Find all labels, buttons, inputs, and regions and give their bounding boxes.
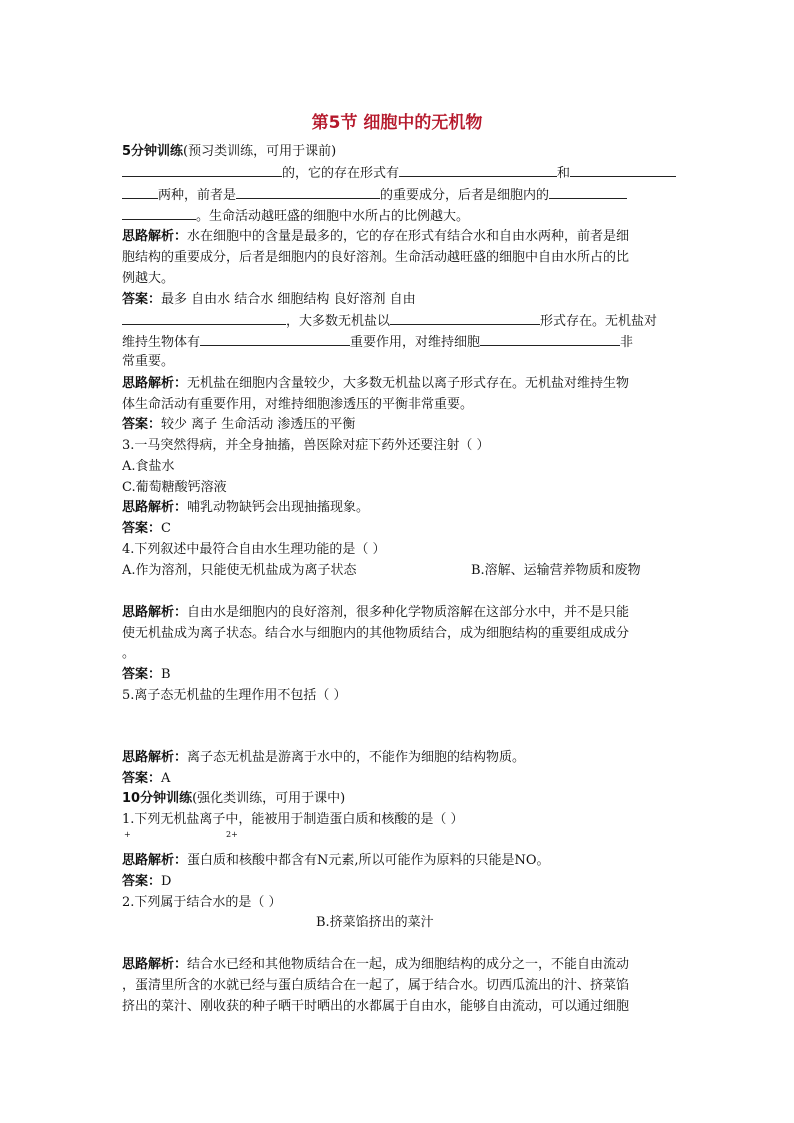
analysis-line	[122, 748, 525, 768]
analysis-text: 哺乳动物缺钙会出现抽搐现象。	[187, 500, 370, 515]
ion-charge-mark: 2+	[226, 830, 238, 839]
section-heading-note: (预习类训练，可用于课前)	[183, 144, 337, 159]
fill-blank	[122, 206, 196, 220]
answer-line	[122, 519, 171, 539]
fill-blank	[122, 311, 286, 325]
option-a: A.食盐水	[122, 459, 175, 474]
analysis-text: 蛋白质和核酸中都含有N元素,所以可能作为原料的只能是NO。	[187, 853, 550, 868]
question-line	[122, 185, 627, 206]
analysis-line	[122, 498, 369, 518]
analysis-line: 。	[122, 646, 136, 661]
answer-line	[122, 769, 170, 789]
ion-charge-mark: +	[124, 830, 131, 839]
question-text: 维持生物体有	[122, 335, 201, 350]
analysis-line: 使无机盐成为离子状态。结合水与细胞内的其他物质结合，成为细胞结构的重要组成成分	[122, 626, 630, 641]
analysis-label: 思路解析：	[122, 605, 188, 620]
analysis-line: 挤出的菜汁、刚收获的种子晒干时晒出的水都属于自由水，能够自由流动，可以通过细胞	[122, 999, 630, 1014]
analysis-line	[122, 955, 629, 975]
fill-blank	[480, 332, 620, 346]
answer-line	[122, 290, 416, 310]
fill-blank	[549, 185, 627, 199]
question-text: 两种，前者是	[158, 188, 237, 203]
section-heading-5min	[122, 142, 336, 162]
section-heading-10min	[122, 789, 345, 809]
section-heading-note: (强化类训练，可用于课中)	[192, 791, 346, 806]
question-line	[122, 311, 657, 332]
option-a: A.作为溶剂，只能使无机盐成为离子状态	[122, 563, 357, 578]
answer-text: 较少 离子 生命活动 渗透压的平衡	[161, 417, 356, 432]
analysis-line	[122, 227, 629, 247]
answer-line	[122, 415, 355, 435]
fill-blank	[399, 163, 557, 177]
analysis-text: 结合水已经和其他物质结合在一起，成为细胞结构的成分之一，不能自由流动	[187, 957, 630, 972]
answer-text: D	[161, 874, 172, 889]
analysis-line: 体生命活动有重要作用，对维持细胞渗透压的平衡非常重要。	[122, 397, 474, 412]
question-line: 1.下列无机盐离子中，能被用于制造蛋白质和核酸的是（ ）	[122, 812, 464, 827]
analysis-label: 思路解析：	[122, 376, 188, 391]
fill-blank	[570, 163, 676, 177]
analysis-text: 水在细胞中的含量是最多的，它的存在形式有结合水和自由水两种，前者是细	[187, 229, 630, 244]
answer-text: 最多 自由水 结合水 细胞结构 良好溶剂 自由	[161, 292, 416, 307]
analysis-line: 例越大。	[122, 271, 175, 286]
question-line: 3.一马突然得病，并全身抽搐，兽医除对症下药外还要注射（ ）	[122, 438, 490, 453]
fill-blank	[390, 311, 540, 325]
option-c: C.葡萄糖酸钙溶液	[122, 480, 227, 495]
fill-blank	[236, 185, 380, 199]
question-text: 和	[557, 166, 571, 181]
analysis-line	[122, 851, 550, 871]
answer-label: 答案：	[122, 521, 162, 536]
question-text: ，大多数无机盐以	[286, 314, 391, 329]
answer-label: 答案：	[122, 874, 162, 889]
answer-label: 答案：	[122, 292, 162, 307]
question-line	[122, 332, 633, 353]
question-text: 非	[620, 335, 634, 350]
analysis-line	[122, 374, 629, 394]
section-heading-label: 5分钟训练	[122, 144, 184, 159]
analysis-label: 思路解析：	[122, 750, 188, 765]
section-heading-label: 10分钟训练	[122, 791, 193, 806]
answer-line	[122, 665, 171, 685]
question-text: 的，它的存在形式有	[282, 166, 400, 181]
fill-blank	[122, 185, 158, 199]
question-text: 形式存在。无机盐对	[540, 314, 658, 329]
fill-blank	[200, 332, 350, 346]
analysis-text: 离子态无机盐是游离于水中的，不能作为细胞的结构物质。	[187, 750, 526, 765]
fill-blank	[122, 163, 282, 177]
answer-text: C	[161, 521, 171, 536]
answer-text: A	[161, 771, 171, 786]
page-title: 第5节 细胞中的无机物	[311, 113, 483, 133]
question-line: 常重要。	[122, 354, 175, 369]
analysis-label: 思路解析：	[122, 853, 188, 868]
analysis-label: 思路解析：	[122, 957, 188, 972]
question-line	[122, 163, 676, 184]
option-b: B.溶解、运输营养物质和废物	[471, 563, 641, 578]
answer-line	[122, 872, 171, 892]
answer-label: 答案：	[122, 771, 162, 786]
analysis-line: 胞结构的重要成分，后者是细胞内的良好溶剂。生命活动越旺盛的细胞中自由水所占的比	[122, 250, 630, 265]
analysis-text: 自由水是细胞内的良好溶剂，很多种化学物质溶解在这部分水中，并不是只能	[187, 605, 630, 620]
question-text: 重要作用，对维持细胞	[350, 335, 481, 350]
analysis-line	[122, 603, 629, 623]
question-line: 5.离子态无机盐的生理作用不包括（ ）	[122, 688, 347, 703]
answer-label: 答案：	[122, 417, 162, 432]
option-b: B.挤菜馅挤出的菜汁	[316, 915, 434, 930]
analysis-label: 思路解析：	[122, 229, 188, 244]
question-line: 4.下列叙述中最符合自由水生理功能的是（ ）	[122, 542, 386, 557]
answer-label: 答案：	[122, 667, 162, 682]
analysis-label: 思路解析：	[122, 500, 188, 515]
analysis-line: ，蛋清里所含的水就已经与蛋白质结合在一起了，属于结合水。切西瓜流出的汁、挤菜馅	[122, 978, 630, 993]
question-text: 。生命活动越旺盛的细胞中水所占的比例越大。	[196, 209, 470, 224]
question-line: 2.下列属于结合水的是（ ）	[122, 895, 282, 910]
answer-text: B	[161, 667, 171, 682]
analysis-text: 无机盐在细胞内含量较少，大多数无机盐以离子形式存在。无机盐对维持生物	[187, 376, 630, 391]
question-line	[122, 206, 469, 227]
question-text: 的重要成分，后者是细胞内的	[380, 188, 550, 203]
